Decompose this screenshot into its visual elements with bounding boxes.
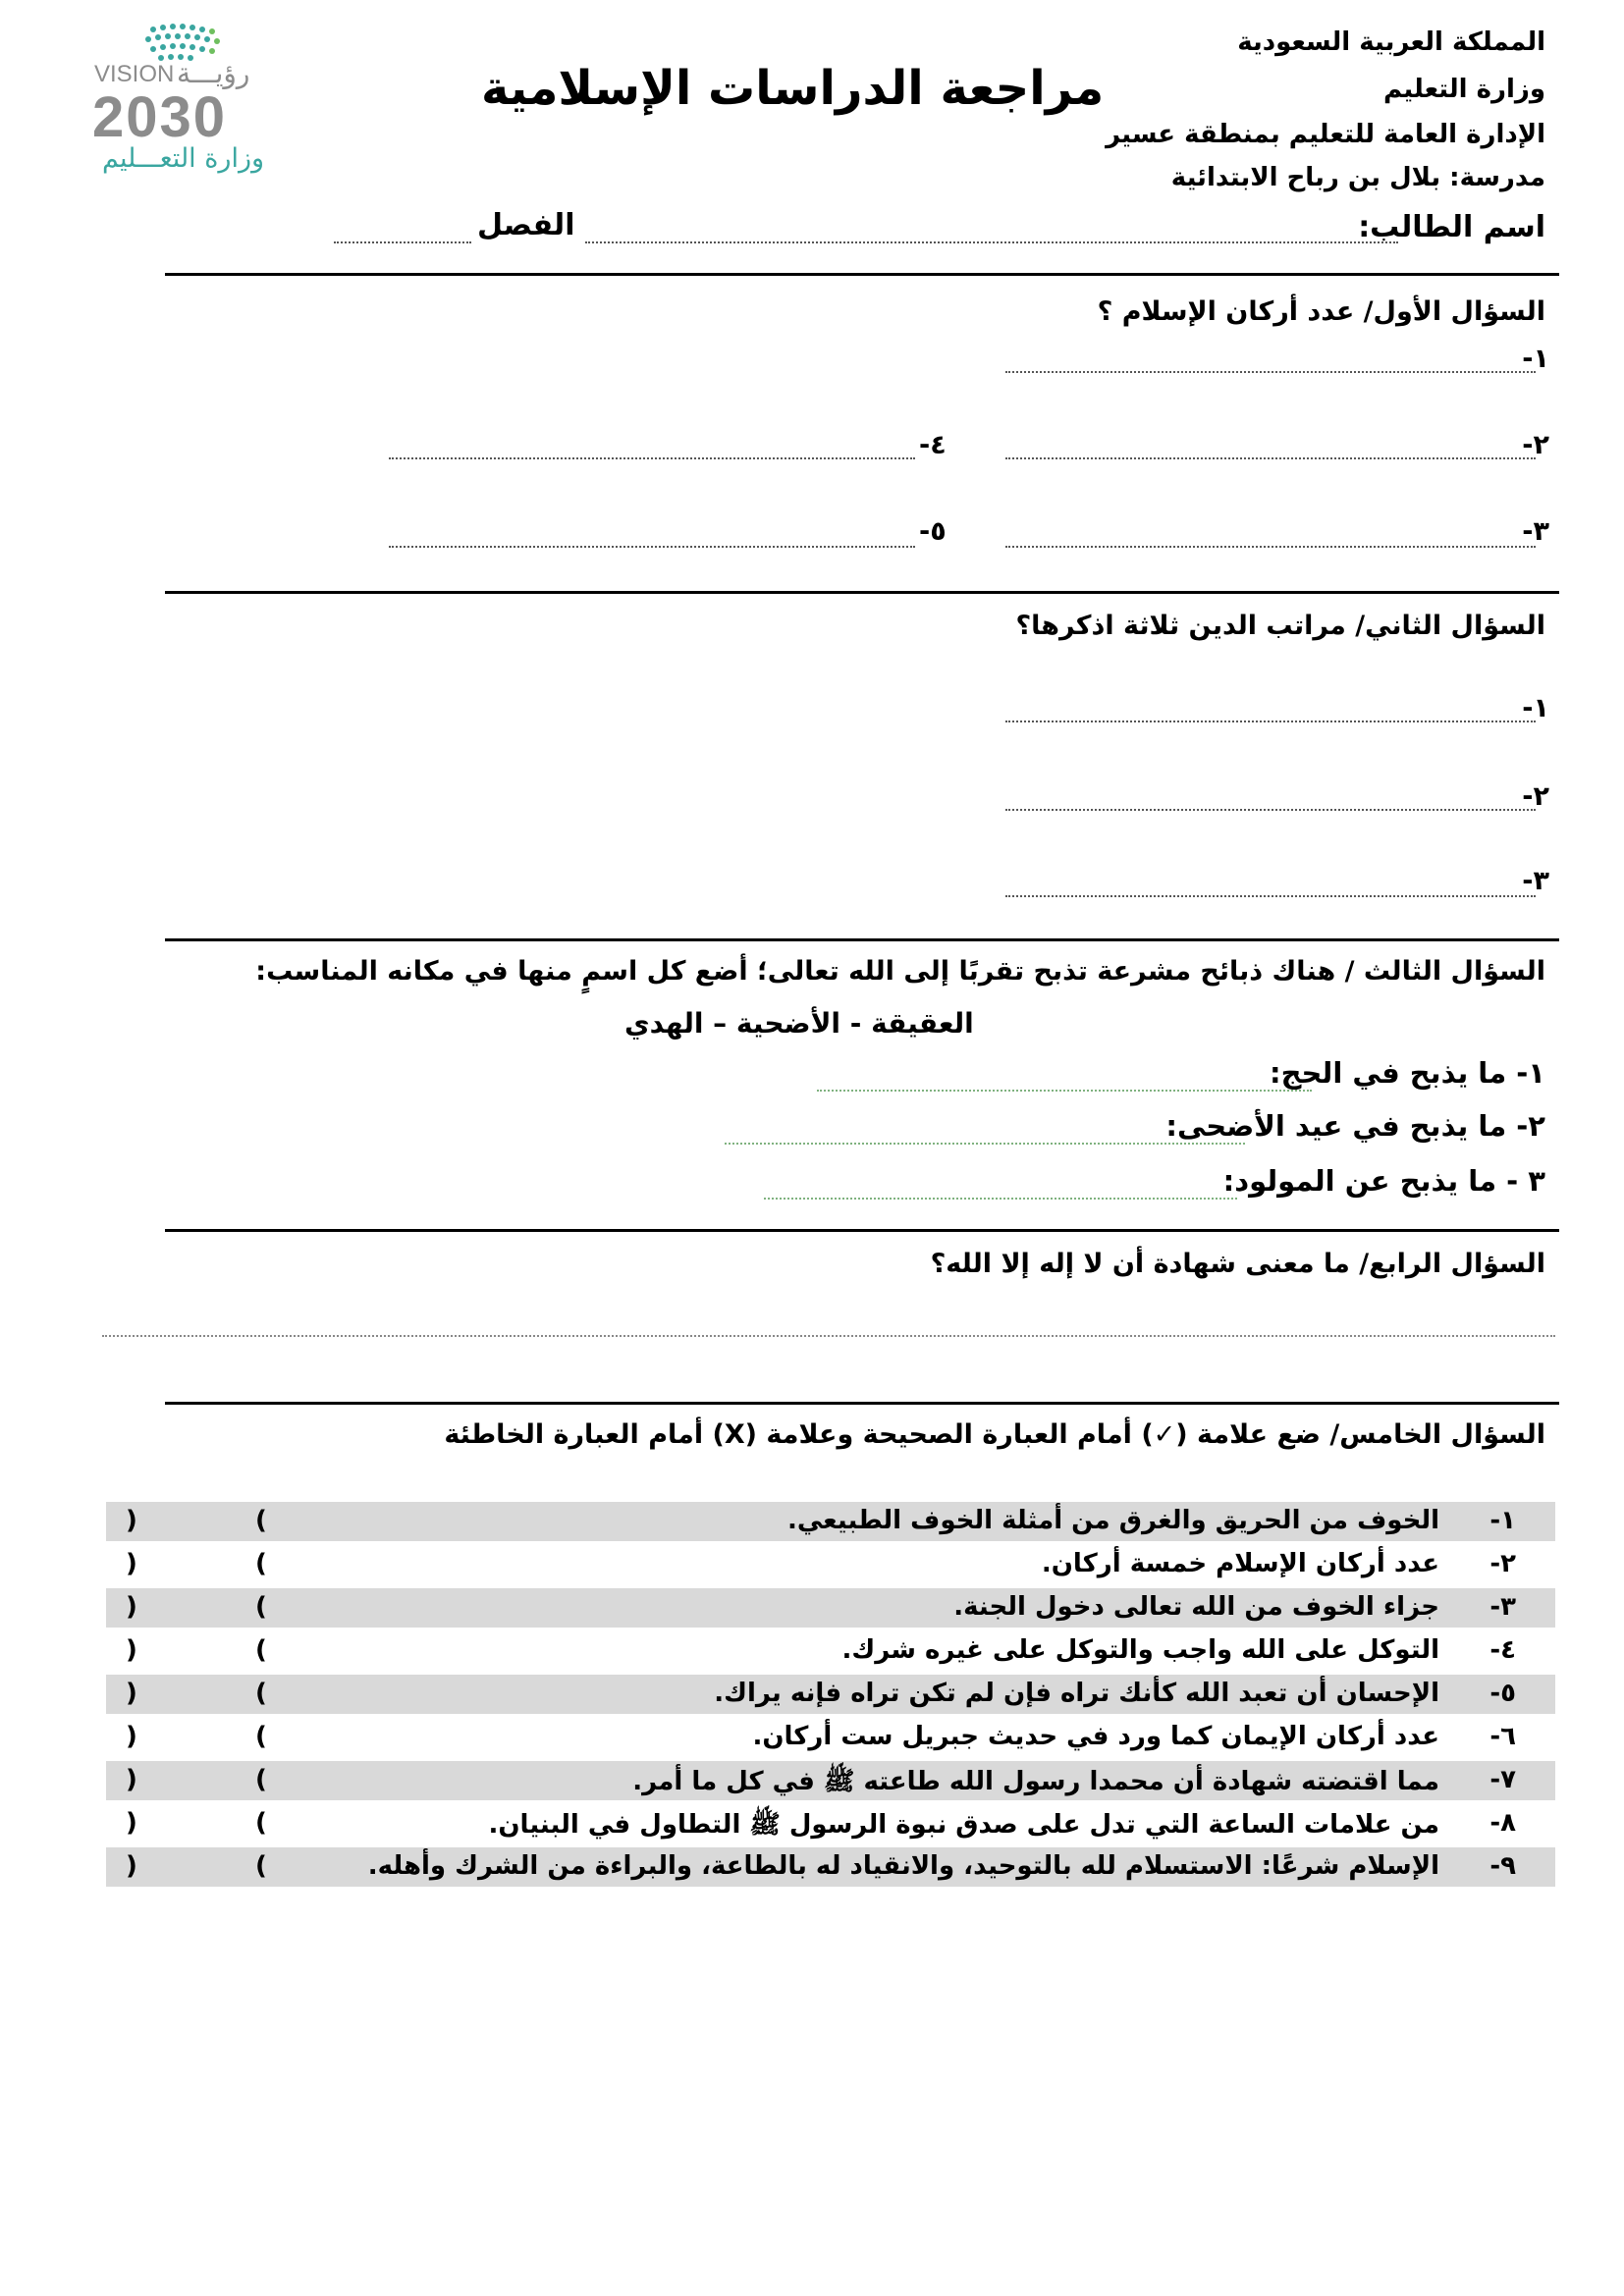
header-ministry: وزارة التعليم	[1383, 75, 1545, 104]
header-school: مدرسة: بلال بن رباح الابتدائية	[1170, 163, 1545, 192]
q2-item-2-number: ٢-	[1522, 781, 1549, 812]
answer-paren-open[interactable]: (	[255, 1722, 267, 1751]
student-name-label: اسم الطالب:	[1358, 210, 1545, 244]
statement-text: من علامات الساعة التي تدل على صدق نبوة الرسول ﷺ التطاول في البنيان.	[488, 1810, 1439, 1840]
q3-item-3: ٣ - ما يذبح عن المولود:	[1222, 1164, 1545, 1198]
divider	[165, 1229, 1559, 1232]
q1-answer-4[interactable]	[389, 457, 915, 459]
q3-item-1: ١- ما يذبح في الحج:	[1270, 1056, 1545, 1090]
answer-paren-close[interactable]: )	[126, 1635, 137, 1665]
q1-answer-2[interactable]	[1005, 457, 1536, 459]
q5-statement-row	[106, 1675, 1555, 1714]
statement-number: ١-	[1489, 1506, 1516, 1535]
q2-answer-3[interactable]	[1005, 895, 1536, 897]
q5-statement-row	[106, 1761, 1555, 1800]
page-title: مراجعة الدراسات الإسلامية	[481, 61, 1105, 116]
q2-item-1-number: ١-	[1522, 693, 1549, 723]
q1-item-5-number: ٥-	[919, 516, 947, 547]
logo-vision-en: VISION	[94, 61, 175, 87]
q4-answer[interactable]	[102, 1335, 1555, 1337]
q1-item-4-number: ٤-	[919, 430, 947, 460]
statement-number: ٢-	[1489, 1549, 1516, 1578]
answer-paren-close[interactable]: )	[126, 1592, 137, 1622]
class-label: الفصل	[477, 208, 575, 242]
q1-answer-5[interactable]	[389, 546, 915, 548]
divider	[165, 938, 1559, 941]
q1-item-2-number: ٢-	[1522, 430, 1549, 460]
header-kingdom: المملكة العربية السعودية	[1237, 27, 1545, 57]
q1-item-3-number: ٣-	[1522, 516, 1549, 547]
q2-title: السؤال الثاني/ مراتب الدين ثلاثة اذكرها؟	[1015, 611, 1545, 641]
q4-title: السؤال الرابع/ ما معنى شهادة أن لا إله إلا الله؟	[930, 1249, 1545, 1279]
statement-text: الخوف من الحريق والغرق من أمثلة الخوف الطبيعي.	[787, 1506, 1439, 1535]
q2-item-3-number: ٣-	[1522, 866, 1549, 896]
statement-text: التوكل على الله واجب والتوكل على غيره شرك.	[841, 1635, 1439, 1665]
statement-number: ٧-	[1489, 1765, 1516, 1794]
q2-answer-1[interactable]	[1005, 721, 1536, 722]
class-field[interactable]	[334, 241, 471, 243]
statement-text: الإسلام شرعًا: الاستسلام لله بالتوحيد، والانقياد له بالطاعة، والبراءة من الشرك وأهله.	[367, 1851, 1439, 1881]
statement-text: جزاء الخوف من الله تعالى دخول الجنة.	[953, 1592, 1439, 1622]
q3-answer-2[interactable]	[725, 1143, 1245, 1145]
answer-paren-close[interactable]: )	[126, 1679, 137, 1708]
q3-answer-1[interactable]	[817, 1090, 1312, 1092]
q3-answer-3[interactable]	[764, 1198, 1237, 1200]
logo-ministry-ar: وزارة التعـــليم	[102, 143, 265, 174]
answer-paren-close[interactable]: )	[126, 1549, 137, 1578]
answer-paren-close[interactable]: )	[126, 1506, 137, 1535]
answer-paren-close[interactable]: )	[126, 1765, 137, 1794]
statement-text: الإحسان أن تعبد الله كأنك تراه فإن لم تكن تراه فإنه يراك.	[714, 1679, 1439, 1708]
q5-statement-row	[106, 1502, 1555, 1541]
answer-paren-close[interactable]: )	[126, 1851, 137, 1881]
answer-paren-close[interactable]: )	[126, 1722, 137, 1751]
statement-number: ٨-	[1489, 1808, 1516, 1838]
q1-title: السؤال الأول/ عدد أركان الإسلام ؟	[1097, 296, 1545, 327]
logo-vision-ar: رؤيـــة	[177, 57, 250, 89]
q1-answer-3[interactable]	[1005, 546, 1536, 548]
answer-paren-open[interactable]: (	[255, 1765, 267, 1794]
answer-paren-open[interactable]: (	[255, 1592, 267, 1622]
q5-title: السؤال الخامس/ ضع علامة (✓) أمام العبارة الصحيحة وعلامة (X) أمام العبارة الخاطئة	[444, 1419, 1545, 1450]
q5-statement-row	[106, 1804, 1555, 1843]
divider	[165, 273, 1559, 276]
statement-number: ٤-	[1489, 1635, 1516, 1665]
statement-text: عدد أركان الإيمان كما ورد في حديث جبريل ست أركان.	[752, 1722, 1439, 1751]
q3-title: السؤال الثالث / هناك ذبائح مشرعة تذبح تقربًا إلى الله تعالى؛ أضع كل اسمٍ منها في مكانه المناسب:	[255, 956, 1545, 987]
divider	[165, 1402, 1559, 1405]
q5-statement-row	[106, 1847, 1555, 1887]
logo-year: 2030	[92, 85, 228, 149]
answer-paren-close[interactable]: )	[126, 1808, 137, 1838]
answer-paren-open[interactable]: (	[255, 1808, 267, 1838]
header-administration: الإدارة العامة للتعليم بمنطقة عسير	[1106, 120, 1545, 149]
answer-paren-open[interactable]: (	[255, 1549, 267, 1578]
statement-number: ٩-	[1489, 1851, 1516, 1881]
answer-paren-open[interactable]: (	[255, 1851, 267, 1881]
answer-paren-open[interactable]: (	[255, 1679, 267, 1708]
answer-paren-open[interactable]: (	[255, 1506, 267, 1535]
q1-item-1-number: ١-	[1522, 344, 1549, 374]
q1-answer-1[interactable]	[1005, 371, 1536, 373]
q5-statement-row	[106, 1588, 1555, 1628]
statement-number: ٥-	[1489, 1679, 1516, 1708]
statement-number: ٣-	[1489, 1592, 1516, 1622]
student-name-field[interactable]	[585, 241, 1398, 243]
q5-statement-row	[106, 1631, 1555, 1671]
divider	[165, 591, 1559, 594]
q5-statement-row	[106, 1718, 1555, 1757]
statement-number: ٦-	[1489, 1722, 1516, 1751]
statement-text: عدد أركان الإسلام خمسة أركان.	[1041, 1549, 1439, 1578]
statement-text: مما اقتضته شهادة أن محمدا رسول الله طاعته ﷺ في كل ما أمر.	[632, 1767, 1439, 1796]
q5-statement-row	[106, 1545, 1555, 1584]
q3-item-2: ٢- ما يذبح في عيد الأضحى:	[1165, 1109, 1545, 1143]
q2-answer-2[interactable]	[1005, 809, 1536, 811]
answer-paren-open[interactable]: (	[255, 1635, 267, 1665]
q3-options: العقيقة - الأضحية – الهدي	[624, 1007, 974, 1040]
